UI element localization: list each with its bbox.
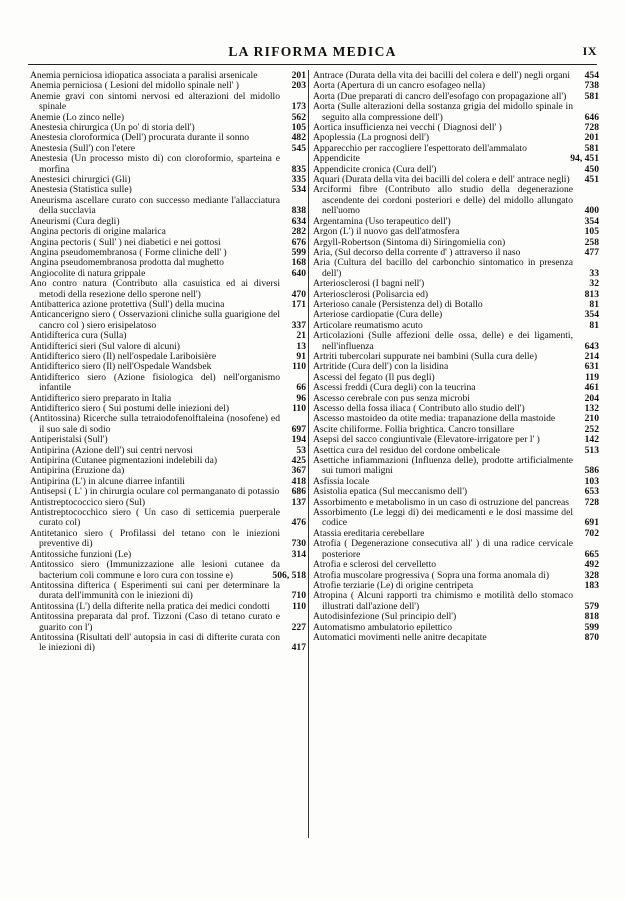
entry-page: 461: [584, 382, 599, 394]
entry-text: Anestesia cloroformica (Dell') procurata durante il sonno: [30, 132, 250, 144]
entry-page: 813: [584, 288, 599, 300]
entry-page: 418: [291, 475, 306, 487]
entry-page: 227: [291, 621, 306, 633]
entry-page: 738: [584, 80, 599, 92]
entry-page: 105: [291, 122, 306, 134]
entry-page: 640: [291, 267, 306, 279]
entry-page: 110: [292, 403, 306, 414]
entry-text: Anestesia (Un processo misto di) con cloroformio, sparteina e morfina: [30, 153, 280, 175]
entry-text: Assorbimento e metabolismo in un caso di ostruzione del pancreas: [313, 496, 570, 508]
entry-text: Asepsi del sacco congiuntivale (Elevatore-irrigatore per l' ): [313, 434, 540, 446]
entry-page: 203: [291, 80, 306, 92]
entry-text: Antidifterici sieri (Sul valore di alcuni): [30, 340, 180, 352]
entry-page: 173: [291, 101, 306, 113]
entry-text: Aorta (Apertura di un cancro esofageo nella): [313, 80, 486, 92]
entry-text: Antidifterico siero (Il) nell'Ospedale Wandsbek: [30, 361, 212, 373]
entry-page: 32: [589, 278, 599, 290]
entry-page: 599: [584, 621, 599, 633]
entry-text: Asfissia locale: [313, 475, 370, 487]
entry-page: 94, 451: [570, 153, 599, 165]
entry-page: 545: [291, 142, 306, 154]
entry-page: 470: [291, 288, 306, 300]
entry-text: Angina pectoris ( Sull' ) nei diabetici e nei gottosi: [30, 236, 221, 248]
entry-page: 91: [296, 350, 306, 362]
index-entry: [30, 560, 306, 581]
entry-page: 194: [291, 434, 306, 446]
entry-text: Anemie (Lo zinco nelle): [30, 111, 125, 123]
entry-page: 482: [291, 132, 306, 144]
entry-page: 579: [584, 600, 599, 612]
entry-page: 66: [296, 382, 306, 394]
entry-page: 425: [291, 455, 306, 467]
entry-text: Antitossico siero (Immunizzazione alle lesioni cutanee da bacterium coli commune e loro cura con tossine e): [30, 559, 280, 581]
entry-text: Argon (L') il nuovo gas dell'atmosfera: [313, 226, 460, 238]
entry-page: 710: [291, 590, 306, 602]
entry-text: Antitetanico siero ( Profilassi del tetano con le iniezioni preventive di): [30, 527, 280, 550]
index-entry: [313, 102, 599, 123]
entry-page: 838: [291, 205, 306, 217]
entry-text: Angina pseudomembranosa prodotta dal mughetto: [30, 257, 224, 269]
index-entry: [30, 310, 306, 331]
entry-page: 400: [584, 205, 599, 217]
entry-text: Arterioso canale (Persistenza del) di Botallo: [313, 298, 483, 310]
entry-text: Angina pectoris di origine malarica: [30, 226, 166, 238]
index-entry: [313, 591, 599, 612]
entry-text: Automatici movimenti nelle anitre decapitate: [313, 631, 487, 643]
entry-page: 835: [291, 163, 306, 175]
journal-title: LA RIFORMA MEDICA: [228, 44, 397, 59]
entry-page: 110: [292, 361, 306, 373]
entry-page: 686: [291, 486, 306, 498]
entry-page: 33: [589, 267, 599, 279]
entry-page: 697: [291, 423, 306, 435]
entry-text: Assorbimento (Le leggi di) dei medicamenti e le dosi massime del codice: [313, 507, 573, 529]
entry-text: Antipirina (Azione dell') sui centri nervosi: [30, 444, 193, 456]
entry-text: Antibatterica azione protettiva (Sull') della mucina: [30, 298, 225, 310]
entry-text: Antidifterico siero (Azione fisiologica del) nell'organismo infantile: [30, 371, 280, 394]
entry-page: 477: [584, 246, 599, 258]
index-entry: [30, 612, 306, 633]
entry-text: Antiperistalsi (Sull'): [30, 434, 108, 446]
entry-page: 354: [584, 309, 599, 321]
entry-page: 728: [584, 122, 599, 134]
entry-text: Anestesia (Sull') con l'etere: [30, 142, 135, 154]
index-entry: [30, 529, 306, 550]
index-entry: [313, 456, 599, 477]
entry-page: 103: [584, 475, 599, 487]
entry-text: Angiocolite di natura grippale: [30, 267, 146, 279]
entry-text: Appendicite: [313, 153, 360, 165]
entry-text: Antistreptococchico siero ( Un caso di setticemia puerperale curato col): [30, 507, 280, 529]
entry-page: 53: [296, 444, 306, 456]
index-entry: [30, 373, 306, 394]
page-number: IX: [582, 44, 597, 58]
entry-text: Ano contro natura (Contributo alla casuistica ed ai diversi metodi della resezione dello sperone nell'): [30, 278, 280, 300]
entry-text: Antipirina (L') in alcune diarree infantili: [30, 475, 185, 487]
entry-page: 214: [584, 350, 599, 362]
entry-text: Antidifterica cura (Sulla): [30, 330, 127, 342]
entry-text: Aria (Cultura del bacillo del carbonchio sintomatico in presenza dell'): [313, 257, 573, 279]
entry-page: 328: [584, 569, 599, 581]
entry-page: 183: [584, 579, 599, 591]
entry-page: 643: [584, 340, 599, 352]
index-entry: [30, 196, 306, 217]
entry-page: 634: [291, 215, 306, 227]
index-entry: [313, 633, 599, 643]
entry-page: 168: [291, 257, 306, 269]
entry-text: Anestesici chirurgici (Gli): [30, 174, 131, 186]
entry-text: Antitossina (Risultati dell' autopsia in casi di difterite curata con le iniezioni di): [30, 631, 280, 654]
entry-page: 702: [584, 527, 599, 539]
entry-text: Arteriosclerosi (I bagni nell'): [313, 278, 425, 290]
entry-page: 335: [291, 174, 306, 186]
entry-text: Ascessi del fegato (Il pus degli): [313, 371, 435, 383]
entry-page: 258: [584, 236, 599, 248]
entry-text: Asettica cura del residuo del cordone ombelicale: [313, 444, 500, 456]
index-entry: [30, 92, 306, 113]
entry-page: 653: [584, 486, 599, 498]
entry-page: 282: [291, 226, 306, 238]
entry-page: 730: [291, 538, 306, 550]
entry-text: Antitossina (L') della difterite nella pratica dei medici condotti: [30, 600, 270, 612]
entry-text: Aneurisma ascellare curato con successo mediante l'allacciatura della succlavia: [30, 194, 280, 217]
entry-page: 210: [584, 413, 599, 425]
entry-page: 314: [291, 548, 306, 560]
entry-text: Arciformi fibre (Contributo allo studio della degenerazione ascendente dei cordoni posteriori e delle) del midollo allungato nell'uomo: [313, 184, 573, 217]
entry-text: Atrofia e sclerosi del cervelletto: [313, 559, 437, 571]
entry-text: Articolazioni (Sulle affezioni delle ossa, delle) e dei ligamenti, nell'influenza: [313, 330, 573, 352]
entry-page: 81: [589, 319, 599, 331]
entry-text: Anemia perniciosa ( Lesioni del midollo spinale nell' ): [30, 80, 240, 92]
entry-text: Artritide (Cura dell') con la lisidina: [313, 361, 449, 373]
entry-text: Automatismo ambulatorio epilettico: [313, 621, 453, 633]
entry-text: Aquari (Durata della vita dei bacilli del colera e dell' antrace negli): [313, 174, 570, 186]
entry-page: 506, 518: [272, 569, 306, 581]
entry-page: 631: [584, 361, 599, 373]
entry-page: 81: [589, 298, 599, 310]
index-entry: [313, 331, 599, 352]
entry-text: Antistreptococcico siero (Sul): [30, 496, 146, 508]
entry-page: 451: [584, 174, 599, 186]
index-entry: [30, 414, 306, 435]
entry-text: Anestesia chirurgica (Un po' di storia dell'): [30, 122, 195, 134]
entry-page: 367: [291, 465, 306, 477]
entry-page: 728: [584, 496, 599, 508]
entry-text: Atrofie terziarie (Le) di origine centripeta: [313, 579, 474, 591]
entry-text: Appendicite cronica (Cura dell'): [313, 163, 437, 175]
entry-text: (Antitossina) Ricerche sulla tetraiodofenolftaleina (nosofene) ed il suo sale di sodio: [30, 413, 280, 435]
header-rule: [28, 64, 597, 65]
entry-page: 581: [584, 90, 599, 102]
entry-page: 354: [584, 215, 599, 227]
entry-text: Arteriosclerosi (Polisarcia ed): [313, 288, 429, 300]
index-entry: [30, 154, 306, 175]
entry-page: 676: [291, 236, 306, 248]
entry-page: 691: [584, 517, 599, 529]
index-entry: [30, 581, 306, 602]
entry-page: 476: [291, 517, 306, 529]
entry-page: 581: [584, 142, 599, 154]
entry-page: 586: [584, 465, 599, 477]
entry-text: Asistolia epatica (Sul meccanismo dell'): [313, 486, 468, 498]
index-entry: [313, 539, 599, 560]
entry-page: 513: [584, 444, 599, 456]
entry-text: Articolare reumatismo acuto: [313, 319, 423, 331]
entry-page: 201: [291, 70, 306, 81]
entry-text: Aorta (Due preparati di cancro dell'esofago con propagazione all'): [313, 90, 567, 102]
entry-text: Apparecchio per raccogliere l'espettorato dell'ammalato: [313, 142, 527, 154]
entry-text: Atrofia ( Degenerazione consecutiva all' ) di una radice cervicale posteriore: [313, 538, 573, 560]
entry-text: Antidifterico siero preparato in Italia: [30, 392, 172, 404]
index-entry: [313, 508, 599, 529]
entry-page: 562: [291, 111, 306, 123]
entry-page: 252: [584, 423, 599, 435]
page-header: [28, 44, 597, 64]
entry-page: 599: [291, 246, 306, 258]
entry-page: 665: [584, 548, 599, 560]
entry-text: Argentamina (Uso terapeutico dell'): [313, 215, 451, 227]
entry-text: Antisepsi ( L' ) in chirurgia oculare col permanganato di potassio: [30, 486, 280, 498]
entry-page: 337: [291, 319, 306, 331]
entry-page: 96: [296, 392, 306, 404]
entry-text: Anestesia (Statistica sulle): [30, 184, 132, 196]
entry-text: Aria, (Sul decorso della corrente d' ) attraverso il naso: [313, 246, 521, 258]
entry-text: Antitossina difterica ( Esperimenti sui cani per determinare la durata dell'immunità con le iniezioni di): [30, 579, 280, 602]
entry-page: 171: [291, 298, 306, 310]
entry-text: Antipirina (Cutanee pigmentazioni indelebili da): [30, 455, 218, 467]
entry-text: Artriti tubercolari suppurate nei bambini (Sulla cura delle): [313, 350, 538, 362]
entry-text: Autodisinfezione (Sul principio dell'): [313, 611, 457, 623]
entry-text: Anticancerigno siero ( Osservazioni cliniche sulla guarigione del cancro col ) siero erisipelatoso: [30, 309, 280, 331]
entry-page: 454: [584, 70, 599, 81]
entry-text: Ascesso cerebrale con pus senza microbi: [313, 392, 470, 404]
entry-text: Asettiche infiammazioni (Influenza delle), prodotte artificialmente sui tumori maligni: [313, 455, 573, 477]
entry-page: 204: [584, 392, 599, 404]
index-entry: [30, 279, 306, 300]
entry-page: 119: [585, 371, 599, 383]
entry-text: Angina pseudomembranosa ( Forme cliniche dell' ): [30, 246, 227, 258]
entry-page: 132: [584, 403, 599, 414]
entry-page: 13: [296, 340, 306, 352]
entry-page: 646: [584, 111, 599, 123]
entry-text: Antitossiche funzioni (Le): [30, 548, 132, 560]
entry-text: Anemie gravi con sintomi nervosi ed alterazioni del midollo spinale: [30, 90, 280, 113]
entry-text: Atropina ( Alcuni rapporti tra chimismo e motilità dello stomaco illustrati dall'azione dell'): [313, 590, 573, 612]
entry-text: Aneurismi (Cura degli): [30, 215, 120, 227]
entry-page: 870: [584, 631, 599, 643]
entry-text: Ascessi freddi (Cura degli) con la teucrina: [313, 382, 476, 394]
entry-page: 137: [291, 496, 306, 508]
index-entry: [313, 258, 599, 279]
entry-text: Atassia ereditaria cerebellare: [313, 527, 425, 539]
entry-page: 21: [296, 330, 306, 342]
entry-page: 417: [291, 642, 306, 654]
index-entry: [30, 508, 306, 529]
entry-text: Arteriose cardiopatie (Cura delle): [313, 309, 443, 321]
index-entry: [313, 185, 599, 216]
entry-page: 492: [584, 559, 599, 571]
entry-text: Anemia perniciosa idiopatica associata a paralisi arsenicale: [30, 70, 258, 81]
entry-text: Ascesso della fossa iliaca ( Contributo allo studio dell'): [313, 403, 525, 414]
entry-text: Ascesso mastoideo da otite media: trapanazione della mastoide: [313, 413, 556, 425]
column-divider: [308, 70, 309, 838]
entry-page: 142: [584, 434, 599, 446]
entry-text: Aorta (Sulle alterazioni della sostanza grigia del midollo spinale in seguito alla compressione dell'): [313, 101, 573, 123]
entry-page: 110: [292, 600, 306, 612]
index-column-right: [313, 71, 599, 643]
entry-text: Ascite chiliforme. Follia brightica. Cancro tonsillare: [313, 423, 515, 435]
entry-text: Antitossina preparata dal prof. Tizzoni (Caso di tetano curato e guarito con l'): [30, 611, 280, 633]
entry-text: Atrofia muscolare progressiva ( Sopra una forma anomala di): [313, 569, 550, 581]
entry-page: 534: [291, 184, 306, 196]
entry-page: 450: [584, 163, 599, 175]
index-column-left: [30, 71, 306, 654]
entry-text: Antipirina (Eruzione da): [30, 465, 125, 477]
entry-page: 818: [584, 611, 599, 623]
entry-page: 105: [584, 226, 599, 238]
entry-text: Apoplessia (La prognosi dell'): [313, 132, 430, 144]
entry-text: Antidifterico siero ( Sui postumi delle iniezioni del): [30, 403, 230, 414]
entry-text: Aortica insufficienza nei vecchi ( Diagnosi dell' ): [313, 122, 502, 134]
entry-text: Antidifterico siero (Il) nell'ospedale Lariboisière: [30, 350, 217, 362]
index-entry: [30, 633, 306, 654]
entry-page: 201: [584, 132, 599, 144]
entry-text: Argyll-Robertson (Sintoma di) Siringomielia con): [313, 236, 506, 248]
entry-text: Antrace (Durata della vita dei bacilli del colera e dell') negli organi: [313, 70, 571, 81]
